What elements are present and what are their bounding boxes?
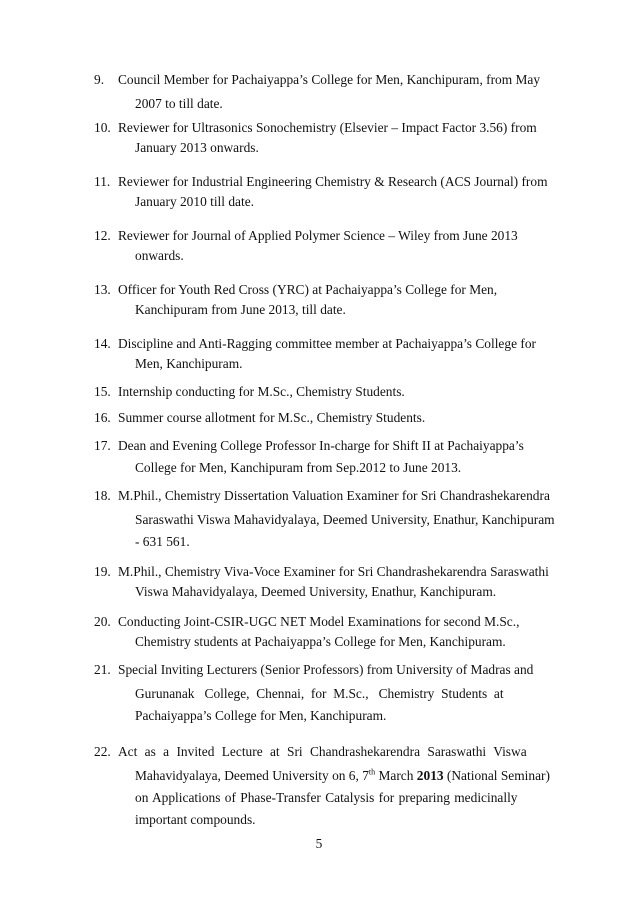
item-number: 22. [94, 744, 111, 759]
item-line: January 2013 onwards. [135, 140, 259, 155]
item-line: Chemistry students at Pachaiyappa’s College for Men, Kanchipuram. [135, 634, 506, 649]
item-number: 16. [94, 410, 111, 425]
item-line: Reviewer for Industrial Engineering Chemistry & Research (ACS Journal) from [118, 174, 548, 189]
item-line: Kanchipuram from June 2013, till date. [135, 302, 346, 317]
item-line: Internship conducting for M.Sc., Chemistry Students. [118, 384, 405, 399]
item-line: M.Phil., Chemistry Viva-Voce Examiner for Sri Chandrashekarendra Saraswathi [118, 564, 549, 579]
item-line: Reviewer for Ultrasonics Sonochemistry (Elsevier – Impact Factor 3.56) from [118, 120, 537, 135]
item-line: Reviewer for Journal of Applied Polymer Science – Wiley from June 2013 [118, 228, 518, 243]
item-number: 15. [94, 384, 111, 399]
item-line [135, 768, 550, 784]
item-number: 13. [94, 282, 111, 297]
item-line: on Applications of Phase-Transfer Catalysis for preparing medicinally [135, 790, 518, 805]
item-line: M.Phil., Chemistry Dissertation Valuation Examiner for Sri Chandrashekarendra [118, 488, 550, 503]
item-line: Act as a Invited Lecture at Sri Chandrashekarendra Saraswathi Viswa [118, 744, 527, 759]
item-number: 17. [94, 438, 111, 453]
item-line: Saraswathi Viswa Mahavidyalaya, Deemed University, Enathur, Kanchipuram [135, 512, 555, 527]
item-line: Discipline and Anti-Ragging committee member at Pachaiyappa’s College for [118, 336, 536, 351]
item-line: Pachaiyappa’s College for Men, Kanchipuram. [135, 708, 387, 723]
item-number: 14. [94, 336, 111, 351]
item-line: College for Men, Kanchipuram from Sep.2012 to June 2013. [135, 460, 462, 475]
item-number: 12. [94, 228, 111, 243]
item-line: onwards. [135, 248, 184, 263]
item-line: 2007 to till date. [135, 96, 223, 111]
item-number: 9. [94, 72, 105, 87]
item-line: Officer for Youth Red Cross (YRC) at Pachaiyappa’s College for Men, [118, 282, 498, 297]
item-line: Viswa Mahavidyalaya, Deemed University, Enathur, Kanchipuram. [135, 584, 497, 599]
line-text: March [375, 768, 417, 783]
item-line: Gurunanak College, Chennai, for M.Sc., Chemistry Students at [135, 686, 504, 701]
item-number: 10. [94, 120, 111, 135]
item-number: 18. [94, 488, 111, 503]
item-line: Men, Kanchipuram. [135, 356, 243, 371]
page-number: 5 [315, 836, 323, 851]
line-text: (National Seminar) [443, 768, 550, 783]
item-number: 21. [94, 662, 111, 677]
line-text: Mahavidyalaya, Deemed University on 6, 7 [135, 768, 369, 783]
item-number: 19. [94, 564, 111, 579]
item-line: Conducting Joint-CSIR-UGC NET Model Examinations for second M.Sc., [118, 614, 520, 629]
bold-year: 2013 [416, 768, 444, 783]
item-number: 11. [94, 174, 111, 189]
item-line: Dean and Evening College Professor In-charge for Shift II at Pachaiyappa’s [118, 438, 524, 453]
item-line: Special Inviting Lecturers (Senior Professors) from University of Madras and [118, 662, 534, 677]
item-line: Council Member for Pachaiyappa’s College for Men, Kanchipuram, from May [118, 72, 541, 87]
item-line: Summer course allotment for M.Sc., Chemistry Students. [118, 410, 426, 425]
ordinal-suffix: th [368, 767, 376, 777]
item-line: - 631 561. [135, 534, 190, 549]
item-line: important compounds. [135, 812, 256, 827]
item-line: January 2010 till date. [135, 194, 254, 209]
item-number: 20. [94, 614, 111, 629]
